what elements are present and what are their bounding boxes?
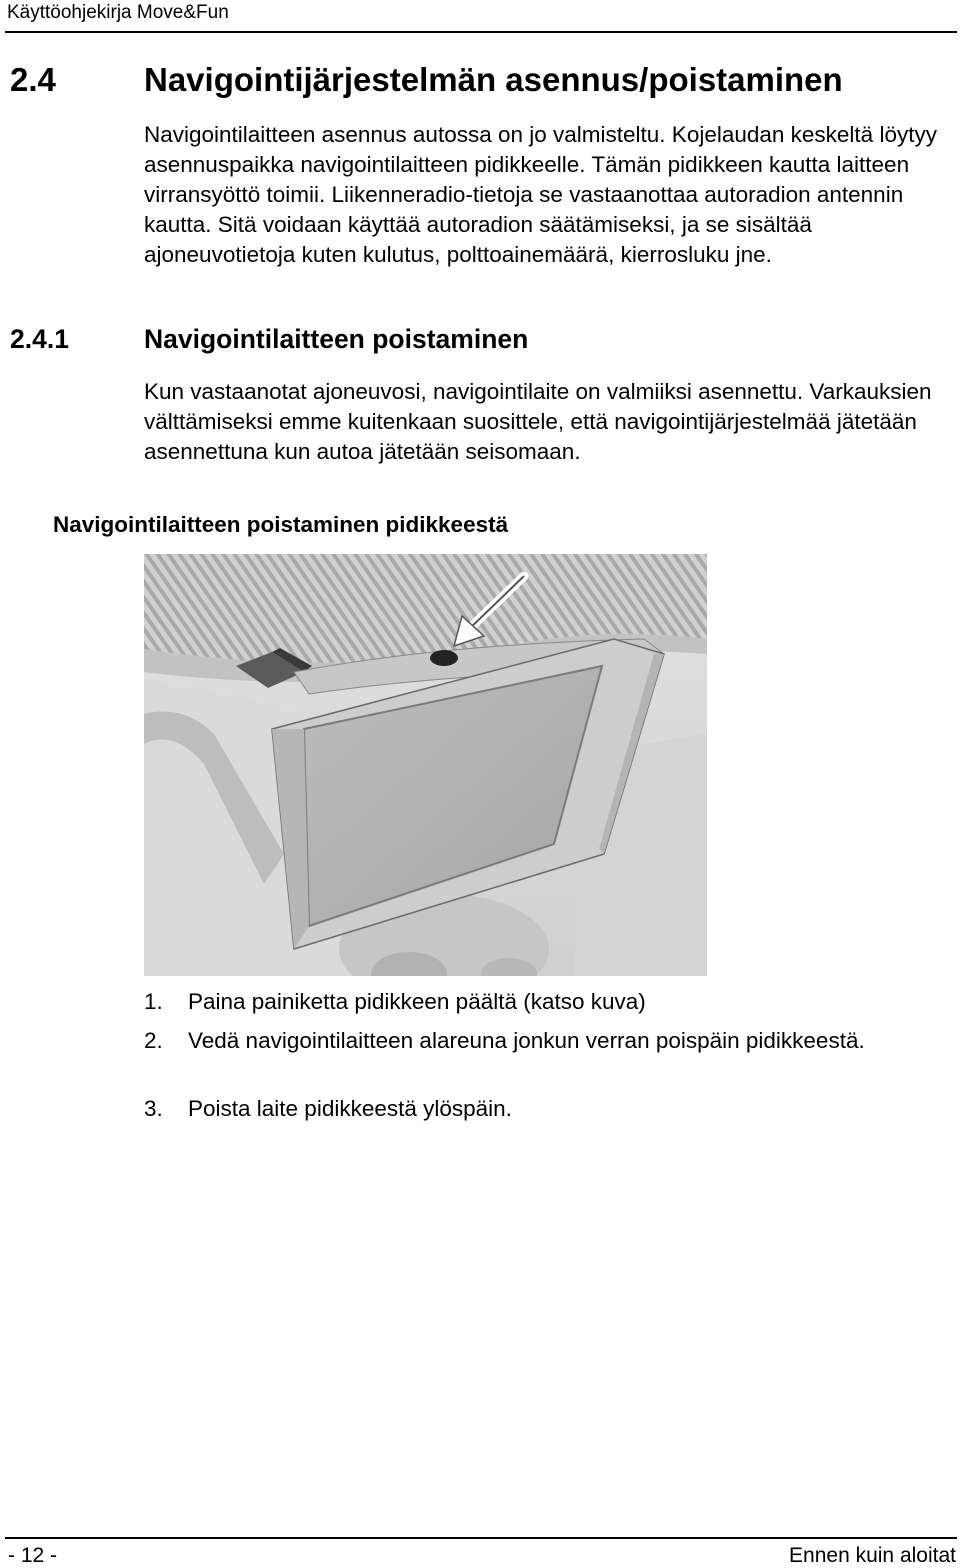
section-intro-paragraph: Navigointilaitteen asennus autossa on jo valmisteltu. Kojelaudan keskeltä löytyy asennuspaikka navigointilaitteen pidikkeelle. Tämän pidikkeen kautta laitteen virransyöttö toimii. Liikenneradio-tietoja se vastaanottaa autoradion antennin kautta. Sitä voidaan käyttää autoradion säätämiseksi, ja se sisältää ajoneuvotietoja kuten kulutus, polttoainemäärä, kierrosluku jne. [144,122,937,267]
subsection-paragraph: Kun vastaanotat ajoneuvosi, navigointilaite on valmiiksi asennettu. Varkauksien välttämiseksi emme kuitenkaan suosittele, että navigointijärjestelmää jätetään asennettuna kun autoa jätetään seisomaan. [144,379,932,464]
section-title: Navigointijärjestelmän asennus/poistaminen [144,61,843,98]
step-2-text: Vedä navigointilaitteen alareuna jonkun verran poispäin pidikkeestä. [188,1028,865,1053]
subsection-number: 2.4.1 [10,324,69,354]
step-3-text: Poista laite pidikkeestä ylöspäin. [188,1096,512,1121]
document-header-title: Käyttöohjekirja Move&Fun [7,2,229,23]
chapter-name: Ennen kuin aloitat [789,1544,956,1567]
subsection-title: Navigointilaitteen poistaminen [144,324,529,354]
header-divider [5,31,957,33]
page-number: - 12 - [8,1544,58,1567]
section-number: 2.4 [10,61,56,98]
footer-divider [5,1537,957,1539]
navigation-device-holder-photo [144,554,707,976]
step-1-text: Paina painiketta pidikkeen päältä (katso kuva) [188,989,646,1014]
procedure-heading: Navigointilaitteen poistaminen pidikkeestä [53,512,509,537]
step-1-number: 1. [144,989,163,1014]
step-3-number: 3. [144,1096,163,1121]
step-2-number: 2. [144,1028,163,1053]
